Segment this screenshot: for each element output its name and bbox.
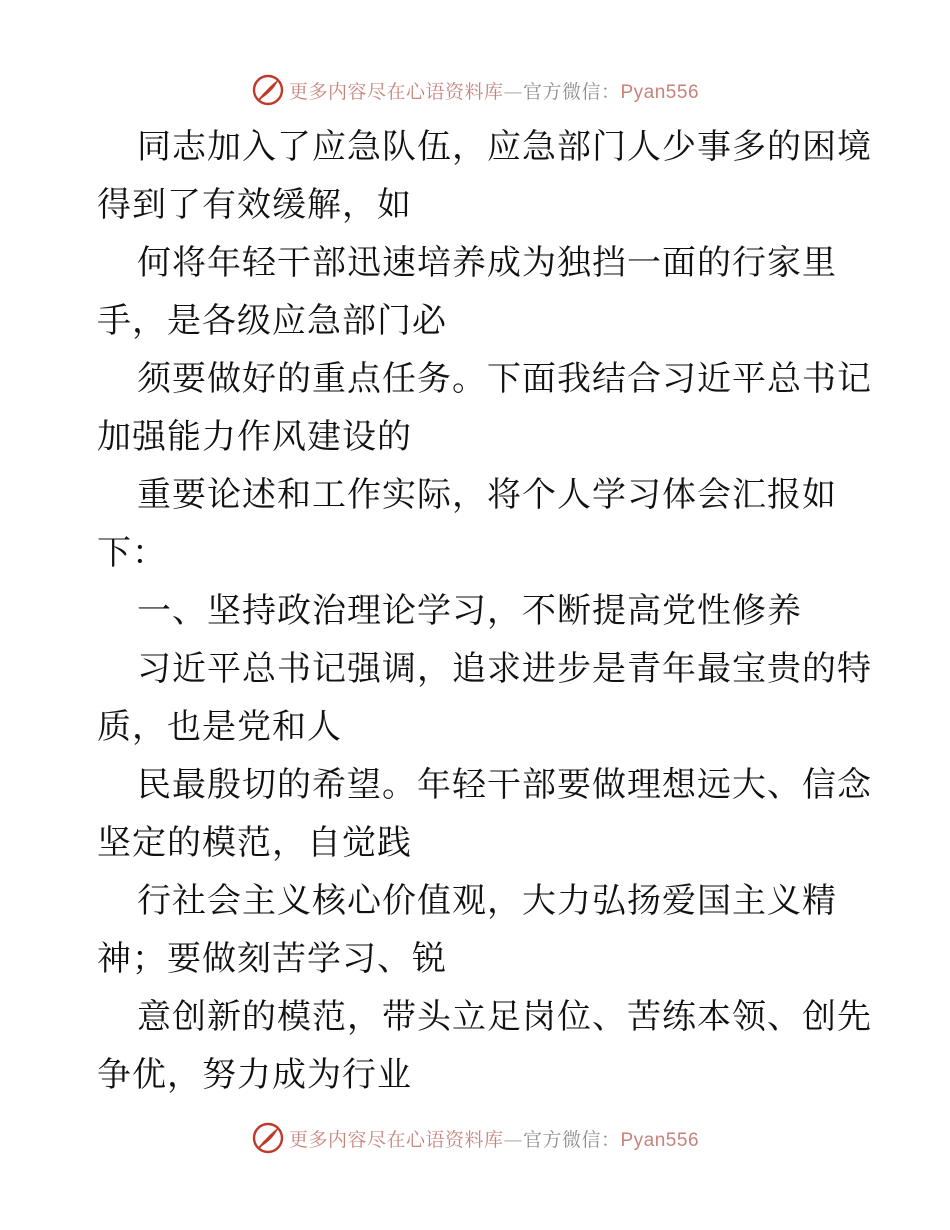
document-body — [97, 118, 877, 1104]
feather-logo-icon — [251, 1121, 285, 1155]
text-line: 争优，努力成为行业 — [97, 1055, 412, 1095]
text-line: 重要论述和工作实际，将个人学习体会汇报如 — [137, 475, 837, 515]
text-line: 须要做好的重点任务。下面我结合习近平总书记 — [137, 359, 872, 399]
text-line: 何将年轻干部迅速培养成为独挡一面的行家里 — [137, 243, 837, 283]
header-watermark — [0, 72, 950, 108]
text-line: 加强能力作风建设的 — [97, 417, 412, 457]
text-line: 同志加入了应急队伍，应急部门人少事多的困境 — [137, 127, 872, 167]
text-line: 质，也是党和人 — [97, 707, 342, 747]
footer-watermark — [0, 1120, 950, 1156]
watermark-text: 更多内容尽在心语资料库—官方微信：Pyan556 — [288, 1128, 700, 1151]
section-heading: 一、坚持政治理论学习，不断提高党性修养 — [137, 591, 802, 631]
text-line: 坚定的模范，自觉践 — [97, 823, 412, 863]
text-line: 手，是各级应急部门必 — [97, 301, 447, 341]
text-line: 民最殷切的希望。年轻干部要做理想远大、信念 — [137, 765, 872, 805]
text-line: 神；要做刻苦学习、锐 — [97, 939, 447, 979]
text-line: 行社会主义核心价值观，大力弘扬爱国主义精 — [137, 881, 837, 921]
text-line: 习近平总书记强调，追求进步是青年最宝贵的特 — [137, 649, 872, 689]
feather-logo-icon — [251, 73, 285, 107]
text-line: 下： — [97, 533, 167, 573]
watermark-text: 更多内容尽在心语资料库—官方微信：Pyan556 — [288, 80, 700, 103]
text-line: 意创新的模范，带头立足岗位、苦练本领、创先 — [137, 997, 872, 1037]
text-line: 得到了有效缓解，如 — [97, 185, 412, 225]
